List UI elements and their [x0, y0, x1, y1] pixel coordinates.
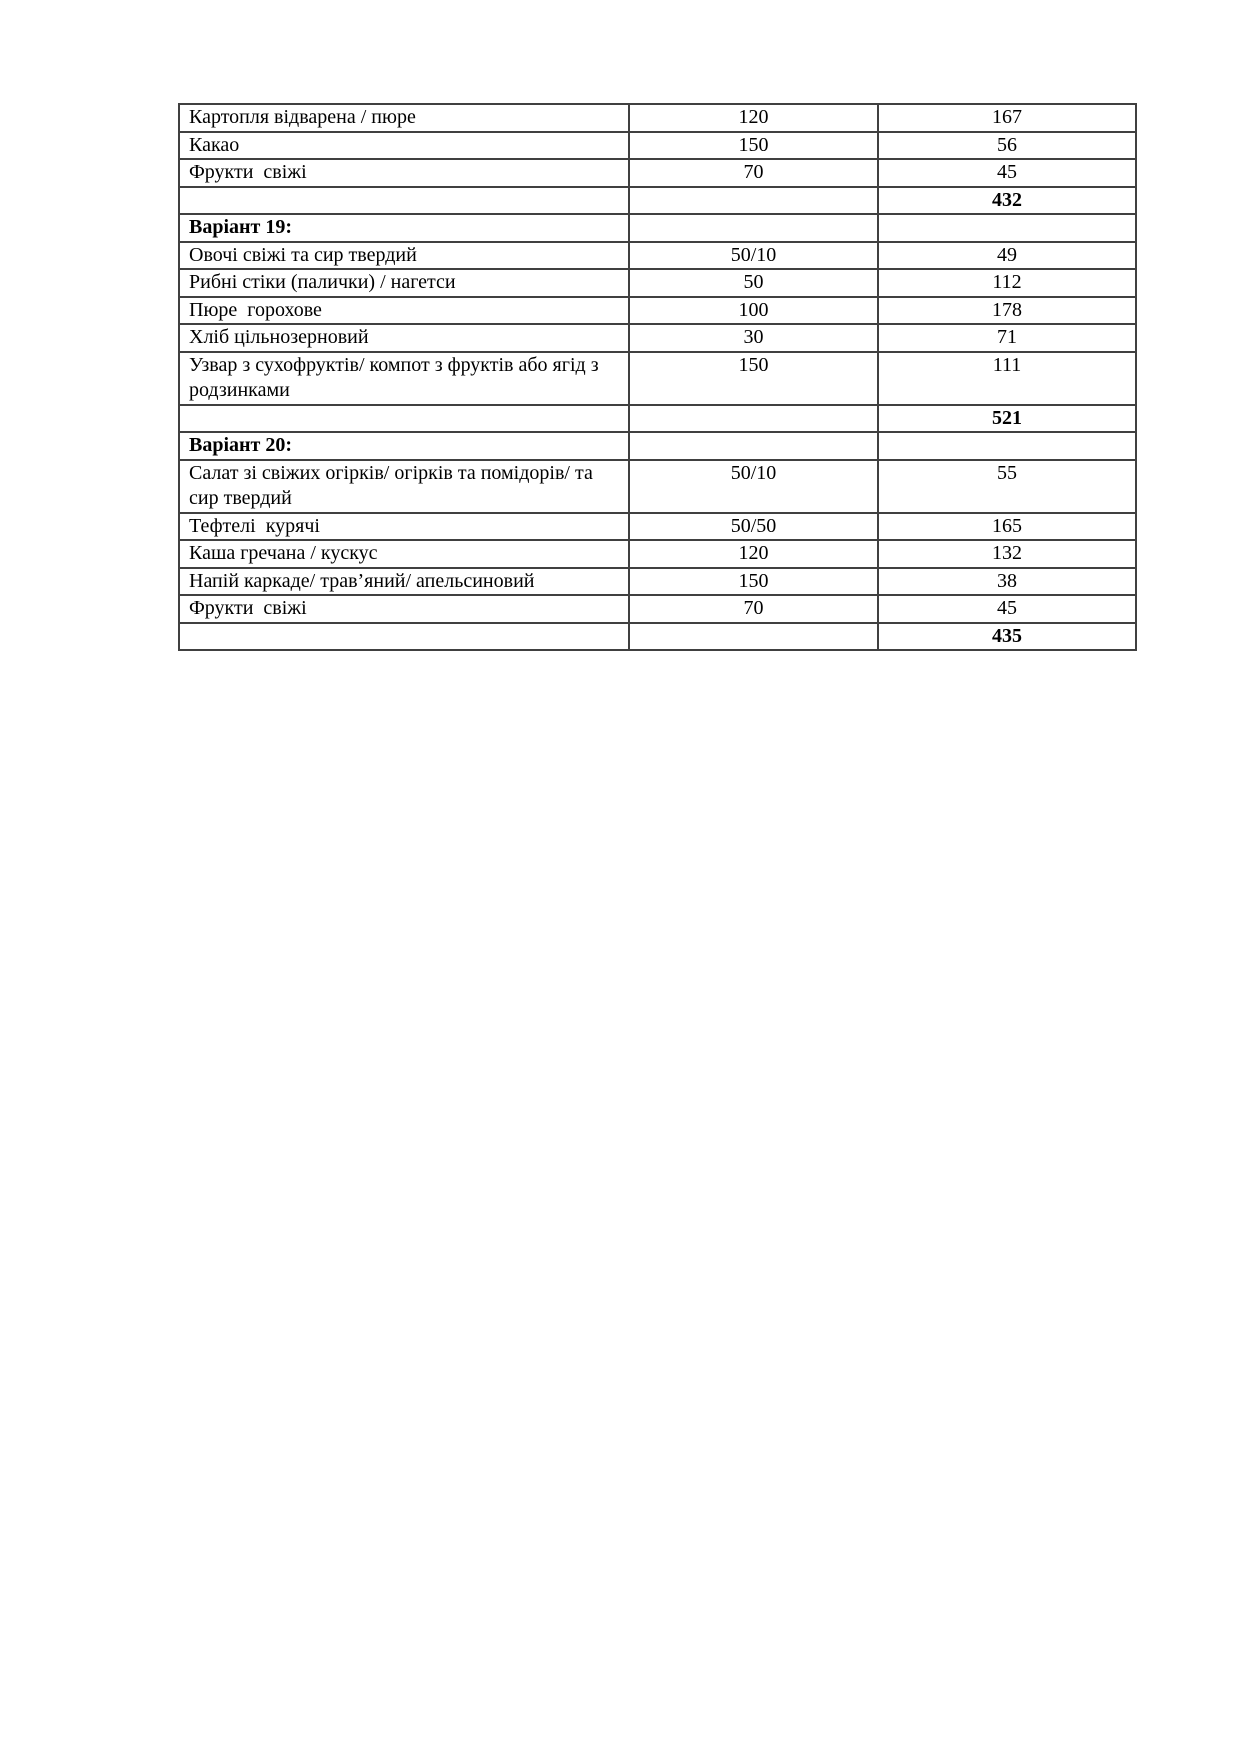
- dish-name-cell: [179, 187, 629, 215]
- table-row: [179, 352, 1136, 405]
- dish-name-cell: Варіант 19:: [179, 214, 629, 242]
- dish-name-cell: Салат зі свіжих огірків/ огірків та помідорів/ та сир твердий: [179, 460, 629, 513]
- calories-cell: [878, 432, 1136, 460]
- dish-name-cell: Хліб цільнозерновий: [179, 324, 629, 352]
- portion-cell: 150: [629, 132, 878, 160]
- total-row: [179, 187, 1136, 215]
- table-row: [179, 242, 1136, 270]
- portion-cell: [629, 432, 878, 460]
- portion-cell: 150: [629, 568, 878, 596]
- table-row: [179, 297, 1136, 325]
- dish-name-cell: Картопля відварена / пюре: [179, 104, 629, 132]
- portion-cell: 70: [629, 159, 878, 187]
- calories-cell: 111: [878, 352, 1136, 405]
- dish-name-cell: Варіант 20:: [179, 432, 629, 460]
- calories-cell: 38: [878, 568, 1136, 596]
- dish-name-cell: Напій каркаде/ трав’яний/ апельсиновий: [179, 568, 629, 596]
- portion-cell: [629, 405, 878, 433]
- calories-cell: 132: [878, 540, 1136, 568]
- total-row: [179, 623, 1136, 651]
- table-row: [179, 269, 1136, 297]
- dish-name-cell: Фрукти свіжі: [179, 595, 629, 623]
- table-row: [179, 324, 1136, 352]
- menu-table: [178, 103, 1137, 651]
- dish-name-cell: Какао: [179, 132, 629, 160]
- portion-cell: 120: [629, 104, 878, 132]
- calories-cell: 112: [878, 269, 1136, 297]
- table-row: [179, 540, 1136, 568]
- dish-name-cell: Рибні стіки (палички) / нагетси: [179, 269, 629, 297]
- dish-name-cell: [179, 405, 629, 433]
- calories-cell: 165: [878, 513, 1136, 541]
- table-row: [179, 104, 1136, 132]
- table-row: [179, 159, 1136, 187]
- calories-cell: [878, 214, 1136, 242]
- calories-cell: 45: [878, 159, 1136, 187]
- section-row: [179, 432, 1136, 460]
- portion-cell: 50/50: [629, 513, 878, 541]
- portion-cell: [629, 623, 878, 651]
- calories-cell: 178: [878, 297, 1136, 325]
- table-row: [179, 132, 1136, 160]
- portion-cell: 100: [629, 297, 878, 325]
- dish-name-cell: Тефтелі курячі: [179, 513, 629, 541]
- calories-cell: 435: [878, 623, 1136, 651]
- portion-cell: 120: [629, 540, 878, 568]
- section-row: [179, 214, 1136, 242]
- dish-name-cell: Пюре горохове: [179, 297, 629, 325]
- portion-cell: 70: [629, 595, 878, 623]
- calories-cell: 432: [878, 187, 1136, 215]
- table-row: [179, 513, 1136, 541]
- total-row: [179, 405, 1136, 433]
- dish-name-cell: Узвар з сухофруктів/ компот з фруктів або ягід з родзинками: [179, 352, 629, 405]
- dish-name-cell: Каша гречана / кускус: [179, 540, 629, 568]
- portion-cell: 50/10: [629, 242, 878, 270]
- portion-cell: 50: [629, 269, 878, 297]
- calories-cell: 71: [878, 324, 1136, 352]
- table-row: [179, 460, 1136, 513]
- dish-name-cell: Фрукти свіжі: [179, 159, 629, 187]
- calories-cell: 45: [878, 595, 1136, 623]
- portion-cell: 50/10: [629, 460, 878, 513]
- portion-cell: 30: [629, 324, 878, 352]
- calories-cell: 521: [878, 405, 1136, 433]
- table-row: [179, 595, 1136, 623]
- portion-cell: [629, 187, 878, 215]
- dish-name-cell: [179, 623, 629, 651]
- portion-cell: [629, 214, 878, 242]
- portion-cell: 150: [629, 352, 878, 405]
- dish-name-cell: Овочі свіжі та сир твердий: [179, 242, 629, 270]
- menu-table-body: [179, 104, 1136, 650]
- calories-cell: 55: [878, 460, 1136, 513]
- table-row: [179, 568, 1136, 596]
- calories-cell: 49: [878, 242, 1136, 270]
- calories-cell: 56: [878, 132, 1136, 160]
- calories-cell: 167: [878, 104, 1136, 132]
